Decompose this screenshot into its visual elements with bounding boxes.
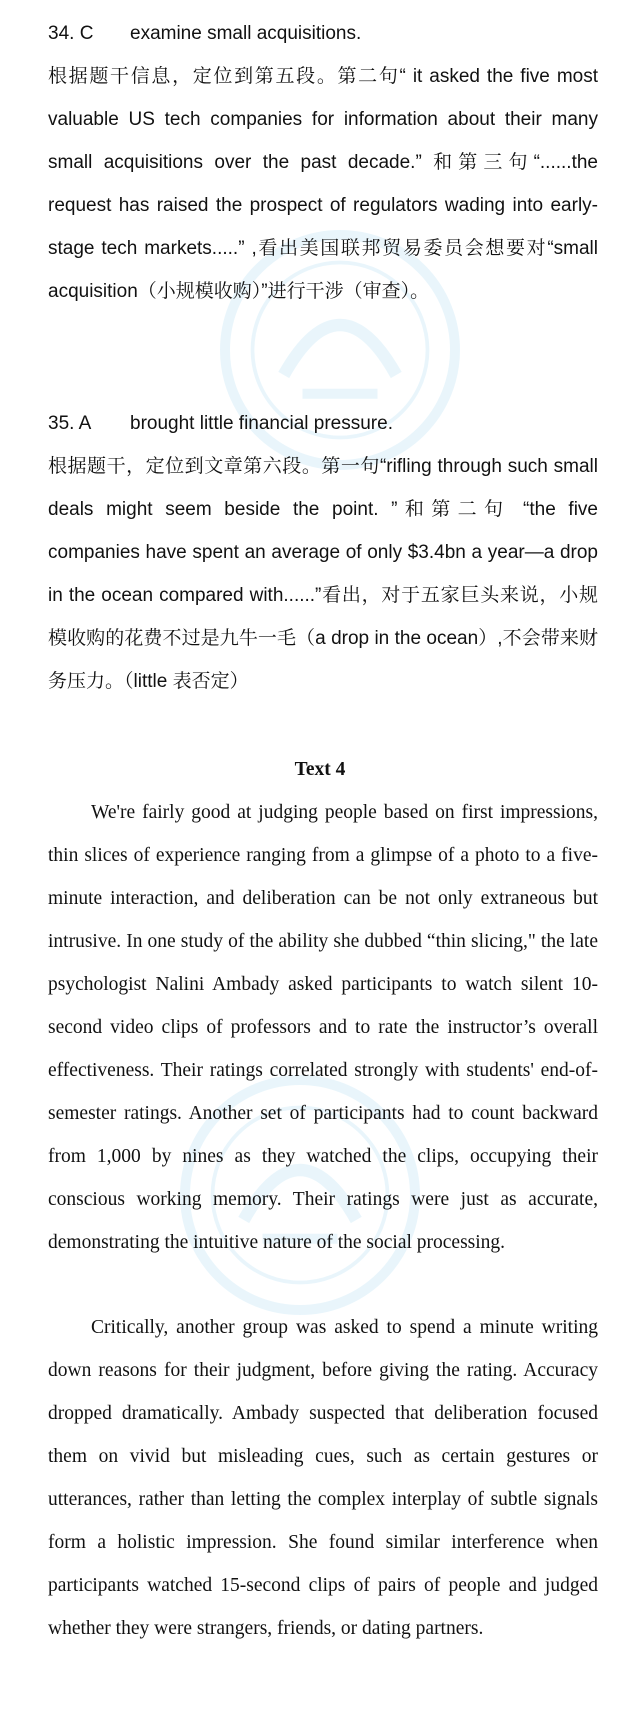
q35-answer: brought little financial pressure. bbox=[130, 413, 393, 434]
q34-explanation: 根据题干信息，定位到第五段。第二句“ it asked the five most valuable US tech companies for information about their many small acquisitions over the past decade.” 和第三句“......the request has raised the prospect of regulators wading into early-stage tech markets.....” ,看出美国联邦贸易委员会想要对“small acquisition（小规模收购）”进行干涉（审查）。 bbox=[48, 66, 598, 302]
q35-explanation: 根据题干，定位到文章第六段。第一句“rifling through such small deals might seem beside the point. ”和第二句 “the five companies have spent an average of only $3.4bn a year—a drop in the ocean compared with......”看出，对于五家巨头来说，小规模收购的花费不过是九牛一毛（a drop in the ocean）,不会带来财务压力。（little 表否定） bbox=[48, 456, 598, 692]
text4-paragraph-2: Critically, another group was asked to spend a minute writing down reasons for their judgment, before giving the rating. Accuracy dropped dramatically. Ambady suspected that deliberation focused them on vivid but misleading cues, such as certain gestures or utterances, rather than letting the complex interplay of subtle signals form a holistic impression. She found similar interference when participants watched 15-second clips of pairs of people and judged whether they were strangers, friends, or dating partners. bbox=[48, 1317, 598, 1639]
q34-answer: examine small acquisitions. bbox=[130, 23, 362, 44]
text4-title: Text 4 bbox=[294, 759, 346, 780]
text4-paragraph-1: We're fairly good at judging people based on first impressions, thin slices of experience ranging from a glimpse of a photo to a five-minute interaction, and deliberation can be not only extraneous but intrusive. In one study of the ability she dubbed “thin slicing," the late psychologist Nalini Ambady asked participants to watch silent 10-second video clips of professors and to rate the instructor’s overall effectiveness. Their ratings correlated strongly with students' end-of-semester ratings. Another set of participants had to count backward from 1,000 by nines as they watched the clips, occupying their conscious working memory. Their ratings were just as accurate, demonstrating the intuitive nature of the social processing. bbox=[48, 802, 598, 1253]
q34-heading bbox=[48, 12, 598, 55]
q35-number: 35. A bbox=[48, 413, 92, 434]
q34-number: 34. C bbox=[48, 23, 94, 44]
q35-heading bbox=[48, 402, 598, 445]
